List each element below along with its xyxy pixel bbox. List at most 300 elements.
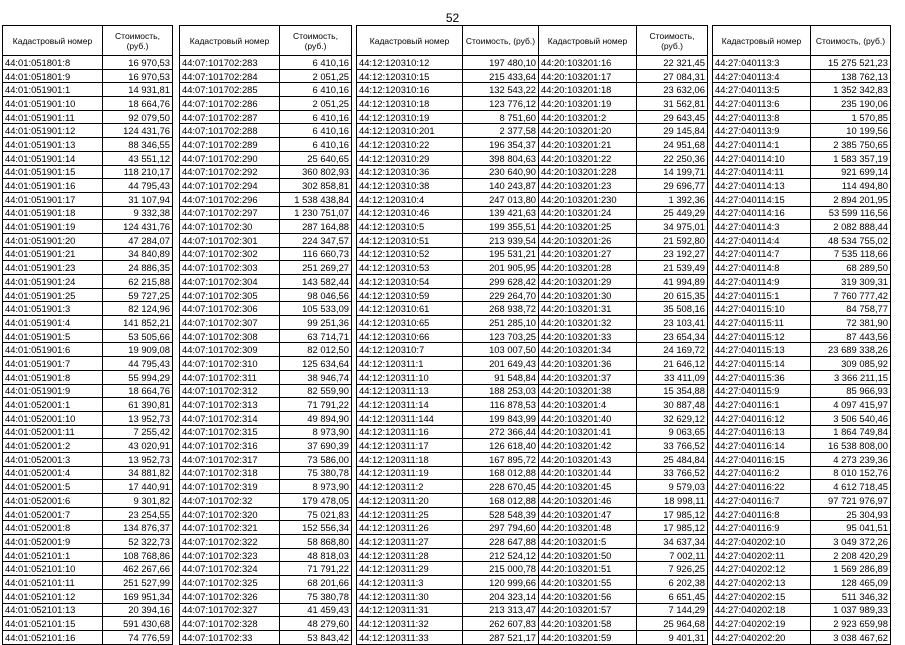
table-row [357, 206, 539, 220]
table-row [539, 630, 708, 644]
cost-cell: 2 923 659,98 [811, 617, 891, 631]
cadastral-number-cell: 44:01:051901:9 [3, 384, 103, 398]
table-row [180, 261, 352, 275]
cadastral-number-cell: 44:20:103201:43 [539, 452, 637, 466]
cost-cell: 204 323,14 [463, 589, 539, 603]
cost-cell: 20 394,16 [103, 603, 173, 617]
table-row [539, 439, 708, 453]
table-row [180, 192, 352, 206]
table-row [539, 261, 708, 275]
cadastral-number-cell: 44:20:103201:5 [539, 535, 637, 549]
table-row [180, 69, 352, 83]
table-row [713, 507, 891, 521]
cadastral-number-cell: 44:01:051901:3 [3, 302, 103, 316]
table-row [539, 466, 708, 480]
cadastral-number-cell: 44:07:101702:297 [180, 206, 280, 220]
cadastral-number-cell: 44:07:101702:324 [180, 562, 280, 576]
table-row [539, 179, 708, 193]
cadastral-number-cell: 44:20:103201:26 [539, 233, 637, 247]
cost-cell: 19 909,08 [103, 343, 173, 357]
cost-cell: 7 002,11 [637, 548, 708, 562]
cadastral-number-cell: 44:07:101702:327 [180, 603, 280, 617]
cadastral-number-cell: 44:12:120310:61 [357, 302, 463, 316]
table-row [3, 343, 173, 357]
cost-cell: 91 548,84 [463, 370, 539, 384]
table-row [539, 425, 708, 439]
cadastral-number-cell: 44:07:101702:286 [180, 97, 280, 111]
cost-cell: 511 346,32 [811, 589, 891, 603]
cost-cell: 1 538 438,84 [280, 192, 352, 206]
cadastral-number-cell: 44:12:120311:32 [357, 617, 463, 631]
table-row [3, 329, 173, 343]
cadastral-number-cell: 44:12:120310:59 [357, 288, 463, 302]
cost-cell: 18 664,76 [103, 97, 173, 111]
cadastral-number-cell: 44:07:101702:312 [180, 384, 280, 398]
cost-cell: 7 760 777,42 [811, 288, 891, 302]
cadastral-number-cell: 44:07:101702:289 [180, 138, 280, 152]
cost-cell: 134 876,37 [103, 521, 173, 535]
cost-cell: 82 012,50 [280, 343, 352, 357]
table-row [713, 494, 891, 508]
cost-cell: 196 354,37 [463, 138, 539, 152]
table-row [180, 576, 352, 590]
cadastral-number-cell: 44:12:120310:65 [357, 316, 463, 330]
cost-cell: 1 569 286,89 [811, 562, 891, 576]
cost-cell: 29 145,84 [637, 124, 708, 138]
table-row [357, 630, 539, 644]
table-row [180, 151, 352, 165]
cost-cell: 4 612 718,45 [811, 480, 891, 494]
cadastral-number-cell: 44:12:120310:12 [357, 56, 463, 70]
cost-cell: 99 251,36 [280, 316, 352, 330]
cadastral-number-cell: 44:27:040115:36 [713, 370, 811, 384]
table-row [180, 398, 352, 412]
table-row [3, 384, 173, 398]
cadastral-number-cell: 44:01:052001:6 [3, 494, 103, 508]
cadastral-number-cell: 44:07:101702:316 [180, 439, 280, 453]
cost-cell: 128 465,09 [811, 576, 891, 590]
cadastral-number-cell: 44:12:120310:53 [357, 261, 463, 275]
cost-cell: 152 556,34 [280, 521, 352, 535]
cadastral-number-cell: 44:01:052001:2 [3, 439, 103, 453]
table-row [539, 83, 708, 97]
cost-cell: 21 592,80 [637, 233, 708, 247]
cost-cell: 48 818,03 [280, 548, 352, 562]
cadastral-number-cell: 44:01:052101:1 [3, 548, 103, 562]
table-row [357, 507, 539, 521]
cadastral-number-cell: 44:01:052001:3 [3, 452, 103, 466]
table-row [357, 357, 539, 371]
cost-cell: 297 794,60 [463, 521, 539, 535]
cadastral-number-cell: 44:01:051901:7 [3, 357, 103, 371]
cadastral-number-cell: 44:27:040114:4 [713, 233, 811, 247]
cost-cell: 24 886,35 [103, 261, 173, 275]
cost-cell: 188 253,03 [463, 384, 539, 398]
cost-cell: 75 021,83 [280, 507, 352, 521]
cost-cell: 27 084,31 [637, 69, 708, 83]
cadastral-number-cell: 44:01:051901:13 [3, 138, 103, 152]
table-row [539, 275, 708, 289]
table-row [357, 151, 539, 165]
cadastral-number-cell: 44:12:120311:30 [357, 589, 463, 603]
cadastral-number-cell: 44:01:052001:1 [3, 398, 103, 412]
cadastral-number-cell: 44:20:103201:21 [539, 138, 637, 152]
table-row [713, 411, 891, 425]
table-row [3, 439, 173, 453]
cadastral-number-cell: 44:27:040116:2 [713, 466, 811, 480]
cost-cell: 1 583 357,19 [811, 151, 891, 165]
cadastral-number-cell: 44:01:052101:13 [3, 603, 103, 617]
table-row [357, 562, 539, 576]
cost-cell: 1 230 751,07 [280, 206, 352, 220]
table-row [3, 151, 173, 165]
cadastral-number-cell: 44:20:103201:4 [539, 398, 637, 412]
table-row [180, 179, 352, 193]
cadastral-number-cell: 44:01:051901:5 [3, 329, 103, 343]
cadastral-number-cell: 44:27:040115:12 [713, 329, 811, 343]
table-row [357, 439, 539, 453]
cadastral-number-cell: 44:07:101702:314 [180, 411, 280, 425]
cost-cell: 212 524,12 [463, 548, 539, 562]
cost-cell: 17 985,12 [637, 507, 708, 521]
cost-cell: 3 049 372,26 [811, 535, 891, 549]
cadastral-number-cell: 44:20:103201:51 [539, 562, 637, 576]
cadastral-number-cell: 44:12:120310:54 [357, 275, 463, 289]
cost-cell: 213 313,47 [463, 603, 539, 617]
table-row [713, 233, 891, 247]
cadastral-number-cell: 44:27:040114:16 [713, 206, 811, 220]
cost-cell: 126 618,40 [463, 439, 539, 453]
cadastral-number-cell: 44:07:101702:294 [180, 179, 280, 193]
cost-cell: 85 966,93 [811, 384, 891, 398]
cadastral-number-cell: 44:07:101702:303 [180, 261, 280, 275]
table-row [3, 452, 173, 466]
cadastral-number-cell: 44:01:052001:9 [3, 535, 103, 549]
cadastral-number-cell: 44:07:101702:320 [180, 507, 280, 521]
cost-cell: 4 097 415,97 [811, 398, 891, 412]
cadastral-number-cell: 44:27:040114:15 [713, 192, 811, 206]
cadastral-number-cell: 44:20:103201:33 [539, 329, 637, 343]
cadastral-table-1 [2, 25, 173, 645]
cadastral-number-cell: 44:07:101702:317 [180, 452, 280, 466]
cost-cell: 7 535 118,66 [811, 247, 891, 261]
cadastral-number-cell: 44:01:052101:16 [3, 630, 103, 644]
cadastral-number-cell: 44:20:103201:40 [539, 411, 637, 425]
cadastral-number-header: Кадастровый номер [539, 26, 637, 56]
table-row [3, 316, 173, 330]
cadastral-table-2 [179, 25, 352, 645]
table-row [713, 83, 891, 97]
table-row [180, 548, 352, 562]
table-row [180, 233, 352, 247]
cost-cell: 95 041,51 [811, 521, 891, 535]
table-row [3, 97, 173, 111]
table-row [357, 384, 539, 398]
cadastral-number-cell: 44:01:051901:4 [3, 316, 103, 330]
cost-cell: 9 401,31 [637, 630, 708, 644]
table-row [539, 480, 708, 494]
cost-cell: 53 843,42 [280, 630, 352, 644]
table-row [357, 329, 539, 343]
table-row [539, 206, 708, 220]
cost-cell: 73 586,00 [280, 452, 352, 466]
cadastral-number-cell: 44:27:040116:14 [713, 439, 811, 453]
table-row [180, 535, 352, 549]
cadastral-number-cell: 44:27:040115:9 [713, 384, 811, 398]
table-row [357, 480, 539, 494]
cadastral-number-cell: 44:07:101702:30 [180, 220, 280, 234]
cadastral-number-cell: 44:20:103201:16 [539, 56, 637, 70]
cadastral-number-cell: 44:07:101702:321 [180, 521, 280, 535]
cost-cell: 201 649,43 [463, 357, 539, 371]
table-row [713, 630, 891, 644]
cost-cell: 2 051,25 [280, 69, 352, 83]
cadastral-number-cell: 44:07:101702:307 [180, 316, 280, 330]
cost-cell: 197 480,10 [463, 56, 539, 70]
cadastral-table-3 [356, 25, 539, 645]
cadastral-number-cell: 44:12:120310:52 [357, 247, 463, 261]
cost-cell: 2 208 420,29 [811, 548, 891, 562]
cadastral-number-cell: 44:20:103201:31 [539, 302, 637, 316]
cost-cell: 71 791,22 [280, 562, 352, 576]
cost-cell: 15 354,88 [637, 384, 708, 398]
table-row [539, 357, 708, 371]
table-row [357, 275, 539, 289]
table-row [180, 507, 352, 521]
cadastral-number-cell: 44:20:103201:38 [539, 384, 637, 398]
cost-cell: 25 449,29 [637, 206, 708, 220]
cadastral-number-cell: 44:12:120310:18 [357, 97, 463, 111]
cost-cell: 179 478,05 [280, 494, 352, 508]
cadastral-number-cell: 44:20:103201:30 [539, 288, 637, 302]
cadastral-number-cell: 44:20:103201:41 [539, 425, 637, 439]
cadastral-number-cell: 44:01:051901:16 [3, 179, 103, 193]
cost-cell: 63 714,71 [280, 329, 352, 343]
cadastral-number-cell: 44:07:101702:296 [180, 192, 280, 206]
table-row [713, 165, 891, 179]
cadastral-number-cell: 44:07:101702:292 [180, 165, 280, 179]
cadastral-number-cell: 44:12:120311:26 [357, 521, 463, 535]
table-row [180, 384, 352, 398]
cadastral-number-cell: 44:12:120311:18 [357, 452, 463, 466]
cadastral-number-cell: 44:01:052001:5 [3, 480, 103, 494]
cadastral-number-cell: 44:20:103201:29 [539, 275, 637, 289]
cadastral-number-cell: 44:27:040114:1 [713, 138, 811, 152]
table-row [713, 425, 891, 439]
cadastral-number-cell: 44:12:120310:19 [357, 110, 463, 124]
cost-cell: 23 632,06 [637, 83, 708, 97]
cost-cell: 16 970,53 [103, 56, 173, 70]
cost-cell: 18 998,11 [637, 494, 708, 508]
cadastral-number-cell: 44:12:120311:28 [357, 548, 463, 562]
table-row [3, 69, 173, 83]
cost-cell: 92 079,50 [103, 110, 173, 124]
cadastral-number-cell: 44:07:101702:304 [180, 275, 280, 289]
table-row [3, 398, 173, 412]
cadastral-number-cell: 44:01:051901:17 [3, 192, 103, 206]
table-row [539, 370, 708, 384]
cadastral-number-cell: 44:27:040202:12 [713, 562, 811, 576]
cadastral-number-cell: 44:12:120311:19 [357, 466, 463, 480]
cadastral-number-cell: 44:20:103201:42 [539, 439, 637, 453]
cost-cell: 33 766,52 [637, 466, 708, 480]
table-row [539, 535, 708, 549]
cost-cell: 199 355,51 [463, 220, 539, 234]
cadastral-number-cell: 44:12:120310:46 [357, 206, 463, 220]
table-row [3, 165, 173, 179]
table-row [3, 56, 173, 70]
table-row [3, 370, 173, 384]
cadastral-number-cell: 44:12:120311:2 [357, 480, 463, 494]
cadastral-number-header: Кадастровый номер [180, 26, 280, 56]
cost-cell: 6 410,16 [280, 83, 352, 97]
cost-cell: 228 647,88 [463, 535, 539, 549]
cadastral-number-cell: 44:12:120311:33 [357, 630, 463, 644]
table-row [713, 343, 891, 357]
table-row [713, 124, 891, 138]
cadastral-number-cell: 44:07:101702:309 [180, 343, 280, 357]
table-row [180, 124, 352, 138]
cadastral-number-cell: 44:07:101702:302 [180, 247, 280, 261]
cost-cell: 72 381,90 [811, 316, 891, 330]
cadastral-number-cell: 44:07:101702:290 [180, 151, 280, 165]
cost-cell: 215 000,78 [463, 562, 539, 576]
cost-cell: 31 107,94 [103, 192, 173, 206]
cost-cell: 20 615,35 [637, 288, 708, 302]
cost-cell: 1 570,85 [811, 110, 891, 124]
cost-cell: 9 063,65 [637, 425, 708, 439]
cadastral-number-cell: 44:20:103201:27 [539, 247, 637, 261]
cost-cell: 224 347,57 [280, 233, 352, 247]
cost-header: Стоимость, (руб.) [103, 26, 173, 56]
table-row [3, 275, 173, 289]
cadastral-number-cell: 44:20:103201:47 [539, 507, 637, 521]
cost-cell: 287 521,17 [463, 630, 539, 644]
cost-cell: 199 843,99 [463, 411, 539, 425]
cadastral-number-cell: 44:12:120310:15 [357, 69, 463, 83]
cost-cell: 462 267,66 [103, 562, 173, 576]
cadastral-number-cell: 44:20:103201:48 [539, 521, 637, 535]
cost-cell: 103 007,50 [463, 343, 539, 357]
cost-cell: 34 881,82 [103, 466, 173, 480]
table-row [539, 384, 708, 398]
table-row [3, 192, 173, 206]
cost-cell: 251 527,99 [103, 576, 173, 590]
cost-cell: 125 634,64 [280, 357, 352, 371]
cadastral-number-cell: 44:01:051801:8 [3, 56, 103, 70]
cost-cell: 201 905,95 [463, 261, 539, 275]
cost-cell: 120 999,66 [463, 576, 539, 590]
table-row [3, 617, 173, 631]
cost-cell: 262 607,83 [463, 617, 539, 631]
cost-cell: 41 994,89 [637, 275, 708, 289]
table-row [357, 589, 539, 603]
cadastral-number-cell: 44:20:103201:20 [539, 124, 637, 138]
cost-cell: 62 215,88 [103, 275, 173, 289]
table-row [3, 466, 173, 480]
cadastral-number-cell: 44:27:040202:10 [713, 535, 811, 549]
cadastral-number-cell: 44:27:040114:10 [713, 151, 811, 165]
table-row [3, 261, 173, 275]
cadastral-number-cell: 44:27:040115:11 [713, 316, 811, 330]
cadastral-number-cell: 44:27:040116:15 [713, 452, 811, 466]
cadastral-number-cell: 44:07:101702:305 [180, 288, 280, 302]
cadastral-number-cell: 44:20:103201:36 [539, 357, 637, 371]
table-row [180, 439, 352, 453]
table-row [713, 110, 891, 124]
cost-cell: 47 284,07 [103, 233, 173, 247]
cadastral-number-cell: 44:27:040115:1 [713, 288, 811, 302]
cost-cell: 21 646,12 [637, 357, 708, 371]
cost-cell: 97 721 976,97 [811, 494, 891, 508]
cost-cell: 9 332,38 [103, 206, 173, 220]
cadastral-number-cell: 44:01:051901:24 [3, 275, 103, 289]
cadastral-number-cell: 44:12:120311:13 [357, 384, 463, 398]
cost-cell: 228 670,45 [463, 480, 539, 494]
cost-cell: 287 164,88 [280, 220, 352, 234]
cost-cell: 33 411,09 [637, 370, 708, 384]
table-row [180, 220, 352, 234]
table-row [539, 617, 708, 631]
table-row [180, 466, 352, 480]
table-row [357, 192, 539, 206]
table-row [713, 275, 891, 289]
table-row [180, 562, 352, 576]
cadastral-number-cell: 44:12:120310:5 [357, 220, 463, 234]
cost-cell: 82 124,96 [103, 302, 173, 316]
table-row [180, 329, 352, 343]
cadastral-number-cell: 44:01:051901:18 [3, 206, 103, 220]
table-row [180, 452, 352, 466]
cadastral-number-cell: 44:07:101702:323 [180, 548, 280, 562]
table-row [713, 56, 891, 70]
cadastral-number-cell: 44:07:101702:326 [180, 589, 280, 603]
cadastral-number-cell: 44:01:052101:12 [3, 589, 103, 603]
cost-cell: 53 505,66 [103, 329, 173, 343]
header-row [357, 26, 539, 56]
cost-header: Стоимость, (руб.) [463, 26, 539, 56]
table-row [539, 494, 708, 508]
cadastral-number-cell: 44:01:051901:10 [3, 97, 103, 111]
cost-cell: 29 643,45 [637, 110, 708, 124]
cadastral-number-header: Кадастровый номер [357, 26, 463, 56]
table-row [357, 56, 539, 70]
cadastral-number-cell: 44:12:120311:31 [357, 603, 463, 617]
table-row [357, 233, 539, 247]
table-row [539, 69, 708, 83]
cadastral-number-cell: 44:12:120310:29 [357, 151, 463, 165]
cost-cell: 319 309,31 [811, 275, 891, 289]
cadastral-number-cell: 44:07:101702:310 [180, 357, 280, 371]
table-row [3, 110, 173, 124]
cadastral-number-cell: 44:12:120310:201 [357, 124, 463, 138]
cost-cell: 116 660,73 [280, 247, 352, 261]
table-row [357, 548, 539, 562]
cadastral-number-cell: 44:27:040116:13 [713, 425, 811, 439]
table-row [539, 233, 708, 247]
table-row [357, 247, 539, 261]
table-row [713, 521, 891, 535]
cost-cell: 38 946,74 [280, 370, 352, 384]
cost-cell: 25 484,84 [637, 452, 708, 466]
cadastral-number-cell: 44:20:103201:22 [539, 151, 637, 165]
cadastral-number-cell: 44:01:051901:8 [3, 370, 103, 384]
cadastral-number-cell: 44:07:101702:287 [180, 110, 280, 124]
table-row [713, 439, 891, 453]
cadastral-number-cell: 44:12:120310:7 [357, 343, 463, 357]
table-row [539, 220, 708, 234]
table-row [180, 83, 352, 97]
